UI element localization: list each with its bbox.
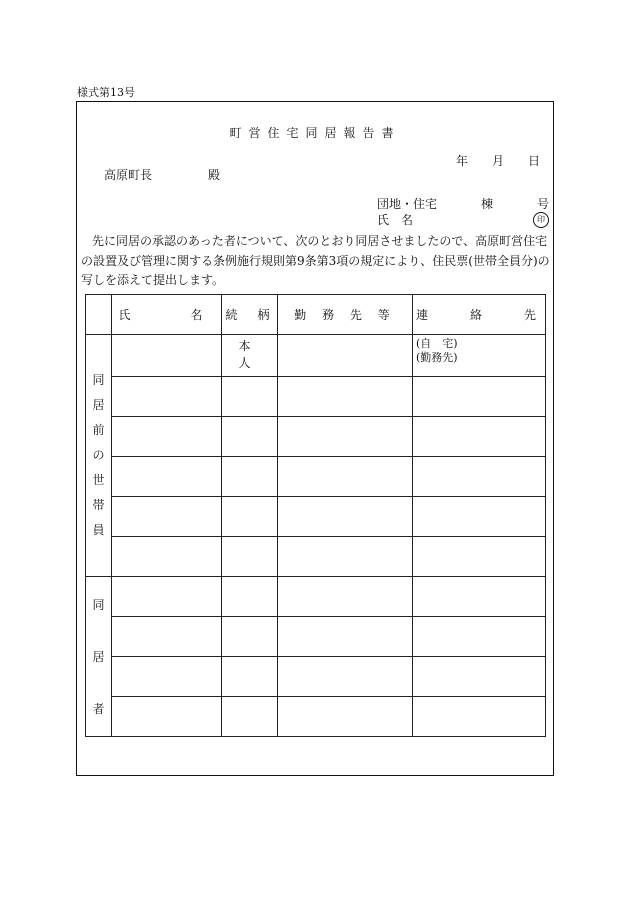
date-year: 年 [455, 154, 468, 168]
table-row [86, 657, 546, 697]
header-relation: 続 柄 [222, 295, 278, 335]
table-row [86, 537, 546, 577]
group-label-before: 同 居 前 の 世 帯 員 [86, 335, 112, 577]
group-label-cohabit: 同 居 者 [86, 577, 112, 737]
table-row [86, 417, 546, 457]
contact-cell[interactable] [413, 335, 546, 377]
table-row [86, 335, 546, 377]
table-row [86, 377, 546, 417]
member-table [85, 294, 546, 737]
unit-label: 団地・住宅 [377, 197, 438, 211]
table-row [86, 697, 546, 737]
name-cell[interactable] [112, 335, 222, 377]
applicant-block [377, 196, 549, 228]
table-row [86, 617, 546, 657]
header-workplace: 勤 務 先 等 [278, 295, 413, 335]
header-contact: 連 絡 先 [413, 295, 546, 335]
table-row [86, 457, 546, 497]
addressee [104, 166, 220, 183]
relation-cell: 本 人 [222, 335, 278, 377]
header-name: 氏 名 [112, 295, 222, 335]
table-row [86, 497, 546, 537]
date-day: 日 [527, 154, 540, 168]
building-label: 棟 [480, 197, 493, 211]
form-title: 町営住宅同居報告書 [229, 126, 401, 140]
workplace-cell[interactable] [278, 335, 413, 377]
contact-home-label: (自 宅) [416, 337, 458, 350]
report-form [76, 101, 554, 776]
addressee-name: 高原町長 [104, 168, 153, 182]
addressee-honorific: 殿 [208, 168, 221, 182]
report-statement: 先に同居の承認のあった者について、次のとおり同居させましたので、高原町営住宅の設置及び管理に関する条例施行規則第9条第3項の規定により、住民票(世帯全員分)の写しを添えて提出します。 [81, 234, 550, 288]
date-month: 月 [491, 154, 504, 168]
name-label: 氏 名 [377, 213, 414, 227]
room-label: 号 [536, 197, 549, 211]
table-header-row [86, 295, 546, 335]
contact-work-label: (勤務先) [416, 351, 458, 364]
table-row [86, 577, 546, 617]
form-number: 様式第13号 [77, 86, 135, 99]
date-line [456, 152, 540, 169]
seal-mark: 印 [533, 212, 549, 228]
